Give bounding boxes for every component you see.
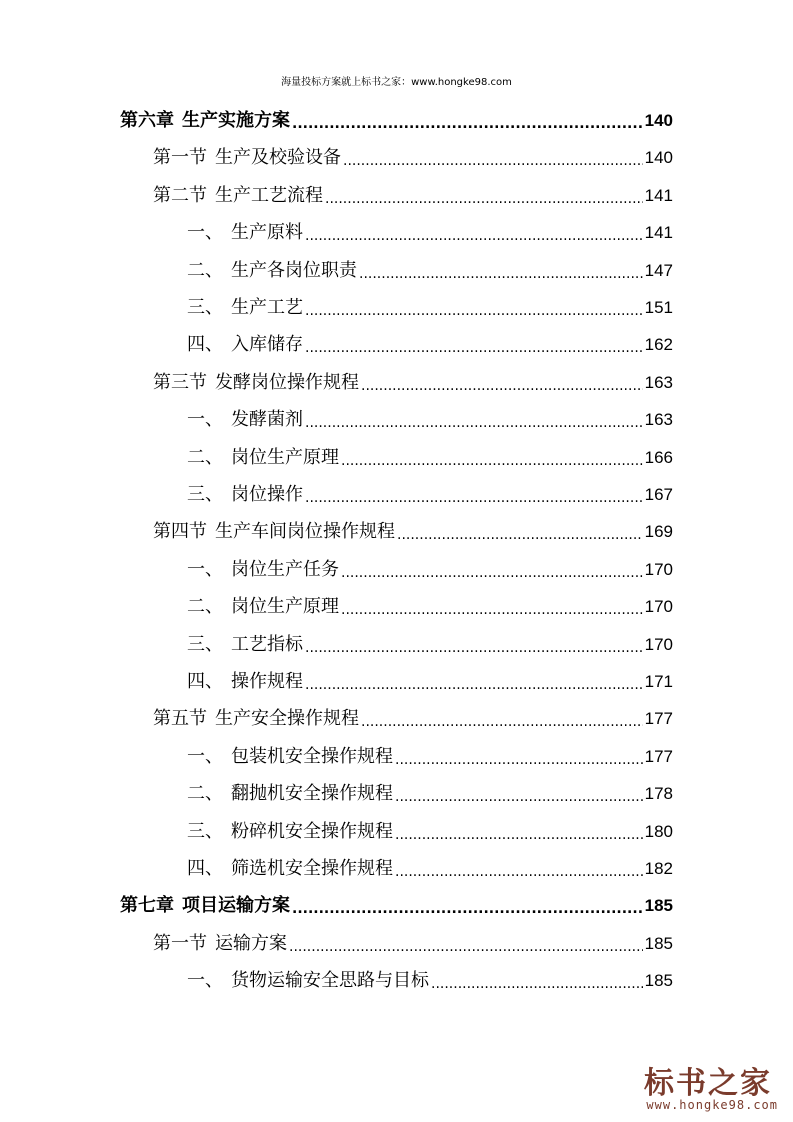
toc-entry-number: 第六章 xyxy=(120,110,174,131)
toc-entry[interactable] xyxy=(153,368,673,398)
toc-entry-number: 第四节 xyxy=(153,521,207,543)
toc-entry[interactable] xyxy=(187,817,673,847)
dot-leader xyxy=(305,220,643,242)
toc-entry-number: 一、 xyxy=(187,409,223,431)
dot-leader xyxy=(341,557,643,579)
toc-entry[interactable] xyxy=(187,330,673,360)
toc-entry-title xyxy=(187,218,303,248)
toc-entry[interactable] xyxy=(120,106,673,136)
toc-entry-text: 货物运输安全思路与目标 xyxy=(231,970,429,992)
toc-entry-page: 163 xyxy=(644,372,673,392)
toc-entry-text: 翻抛机安全操作规程 xyxy=(231,783,393,805)
toc-entry-title xyxy=(153,181,323,211)
toc-entry-page: 141 xyxy=(644,185,673,205)
toc-entry-number: 四、 xyxy=(187,334,223,356)
toc-entry[interactable] xyxy=(153,704,673,734)
toc-entry[interactable] xyxy=(153,143,673,173)
toc-entry[interactable] xyxy=(187,443,673,473)
toc-entry-title xyxy=(187,630,303,660)
toc-entry-title xyxy=(187,256,357,286)
toc-entry-title xyxy=(187,667,303,697)
toc-entry-page: 177 xyxy=(644,746,673,766)
toc-entry-text: 岗位生产任务 xyxy=(231,558,339,580)
toc-entry-page: 177 xyxy=(644,709,673,729)
toc-entry-text: 项目运输方案 xyxy=(182,895,290,917)
toc-entry[interactable] xyxy=(187,592,673,622)
toc-entry-page: 170 xyxy=(644,597,673,617)
toc-entry-title xyxy=(187,330,303,360)
toc-entry-number: 二、 xyxy=(187,783,223,805)
toc-entry[interactable] xyxy=(153,929,673,959)
dot-leader xyxy=(305,332,643,354)
toc-entry-page: 185 xyxy=(644,933,673,953)
toc-entry-page: 169 xyxy=(644,522,673,542)
toc-entry-title xyxy=(187,293,303,323)
toc-entry-page: 182 xyxy=(644,859,673,878)
toc-entry-text: 发酵岗位操作规程 xyxy=(215,371,359,393)
toc-entry-number: 第一节 xyxy=(153,932,207,954)
toc-entry-title xyxy=(120,891,290,921)
toc-entry[interactable] xyxy=(187,480,673,510)
toc-entry-number: 二、 xyxy=(187,446,223,468)
toc-entry-text: 生产各岗位职责 xyxy=(231,259,357,281)
dot-leader xyxy=(305,632,643,654)
toc-entry-title xyxy=(153,368,359,398)
dot-leader xyxy=(343,145,643,167)
dot-leader xyxy=(397,519,643,541)
toc-entry-text: 岗位生产原理 xyxy=(231,596,339,618)
toc-entry-number: 一、 xyxy=(187,745,223,767)
toc-entry-number: 四、 xyxy=(187,671,223,692)
toc-entry-title xyxy=(187,443,339,473)
toc-entry-number: 三、 xyxy=(187,820,223,842)
toc-entry-title xyxy=(153,704,359,734)
toc-entry-title xyxy=(187,854,393,884)
toc-entry-number: 一、 xyxy=(187,222,223,244)
dot-leader xyxy=(292,108,643,130)
toc-entry-text: 操作规程 xyxy=(231,671,303,692)
toc-entry-title xyxy=(153,929,287,959)
toc-entry-number: 三、 xyxy=(187,633,223,655)
dot-leader xyxy=(431,968,643,990)
toc-entry-page: 147 xyxy=(644,260,673,280)
toc-entry[interactable] xyxy=(187,256,673,286)
toc-entry[interactable] xyxy=(153,181,673,211)
toc-entry-text: 生产车间岗位操作规程 xyxy=(215,521,395,543)
toc-entry[interactable] xyxy=(153,517,673,547)
toc-entry-text: 工艺指标 xyxy=(231,633,303,655)
dot-leader xyxy=(325,183,643,205)
toc-entry[interactable] xyxy=(187,854,673,884)
toc-entry-text: 生产原料 xyxy=(231,222,303,244)
dot-leader xyxy=(305,295,643,317)
toc-entry-page: 185 xyxy=(644,971,673,991)
toc-entry-page: 170 xyxy=(644,634,673,654)
toc-entry-title xyxy=(120,106,290,136)
dot-leader xyxy=(305,482,643,504)
toc-entry[interactable] xyxy=(187,630,673,660)
toc-entry-text: 入库储存 xyxy=(231,334,303,356)
dot-leader xyxy=(395,819,643,841)
toc-entry-number: 二、 xyxy=(187,259,223,281)
toc-entry-text: 粉碎机安全操作规程 xyxy=(231,820,393,842)
toc-entry[interactable] xyxy=(187,667,673,697)
dot-leader xyxy=(305,669,643,691)
dot-leader xyxy=(361,706,643,728)
dot-leader xyxy=(341,594,643,616)
dot-leader xyxy=(395,856,643,878)
toc-entry-page: 171 xyxy=(644,672,673,691)
toc-entry-page: 140 xyxy=(644,148,673,168)
dot-leader xyxy=(292,893,643,915)
dot-leader xyxy=(395,744,643,766)
toc-entry-title xyxy=(153,517,395,547)
toc-entry-number: 第三节 xyxy=(153,371,207,393)
toc-entry-number: 第一节 xyxy=(153,147,207,169)
toc-entry-text: 岗位操作 xyxy=(231,484,303,505)
toc-entry-text: 运输方案 xyxy=(215,932,287,954)
dot-leader xyxy=(341,445,643,467)
toc-entry-page: 162 xyxy=(644,335,673,355)
toc-entry-title xyxy=(187,592,339,622)
toc-entry-number: 二、 xyxy=(187,596,223,618)
toc-entry-text: 生产工艺流程 xyxy=(215,184,323,206)
toc-entry-number: 三、 xyxy=(187,484,223,505)
toc-entry-page: 140 xyxy=(644,111,673,130)
toc-entry-title xyxy=(153,143,341,173)
toc-entry[interactable] xyxy=(187,405,673,435)
toc-entry-number: 一、 xyxy=(187,970,223,992)
toc-entry-number: 一、 xyxy=(187,558,223,580)
toc-entry[interactable] xyxy=(187,293,673,323)
toc-entry-text: 岗位生产原理 xyxy=(231,446,339,468)
toc-entry-page: 178 xyxy=(644,784,673,804)
toc-entry-number: 第二节 xyxy=(153,184,207,206)
toc-entry-title xyxy=(187,405,303,435)
toc-entry-title xyxy=(187,742,393,772)
toc-entry-page: 180 xyxy=(644,821,673,841)
toc-entry[interactable] xyxy=(187,966,673,996)
toc-entry[interactable] xyxy=(187,218,673,248)
toc-entry-text: 包装机安全操作规程 xyxy=(231,745,393,767)
toc-entry-page: 167 xyxy=(644,485,673,504)
toc-entry-title xyxy=(187,480,303,510)
toc-entry-page: 185 xyxy=(644,896,673,916)
toc-entry-text: 筛选机安全操作规程 xyxy=(231,858,393,879)
toc-entry-number: 第五节 xyxy=(153,708,207,730)
toc-entry-text: 生产工艺 xyxy=(231,297,303,318)
dot-leader xyxy=(395,781,643,803)
toc-entry[interactable] xyxy=(187,742,673,772)
logo-text: 标书之家 xyxy=(644,1066,772,1101)
toc-entry-page: 163 xyxy=(644,410,673,430)
toc-entry-page: 151 xyxy=(644,298,673,317)
toc-entry-number: 三、 xyxy=(187,297,223,318)
dot-leader xyxy=(289,931,643,953)
logo-url: www.hongke98.com xyxy=(646,1098,778,1112)
toc-entry[interactable] xyxy=(187,555,673,585)
dot-leader xyxy=(359,258,643,280)
page-header: 海量投标方案就上标书之家：www.hongke98.com xyxy=(281,77,512,88)
toc-entry-title xyxy=(187,817,393,847)
toc-entry[interactable] xyxy=(187,779,673,809)
toc-entry-page: 166 xyxy=(644,447,673,467)
dot-leader xyxy=(361,370,643,392)
watermark-logo xyxy=(640,1058,790,1114)
toc-entry-title xyxy=(187,555,339,585)
toc-entry-title xyxy=(187,966,429,996)
toc-entry-number: 第七章 xyxy=(120,895,174,917)
toc-entry[interactable] xyxy=(120,891,673,921)
toc-entry-text: 生产及校验设备 xyxy=(215,147,341,169)
toc-entry-number: 四、 xyxy=(187,858,223,879)
dot-leader xyxy=(305,407,643,429)
toc-entry-text: 生产安全操作规程 xyxy=(215,708,359,730)
toc-entry-title xyxy=(187,779,393,809)
toc-entry-text: 发酵菌剂 xyxy=(231,409,303,431)
toc-entry-page: 141 xyxy=(644,223,673,243)
toc-entry-page: 170 xyxy=(644,559,673,579)
toc-entry-text: 生产实施方案 xyxy=(182,110,290,131)
